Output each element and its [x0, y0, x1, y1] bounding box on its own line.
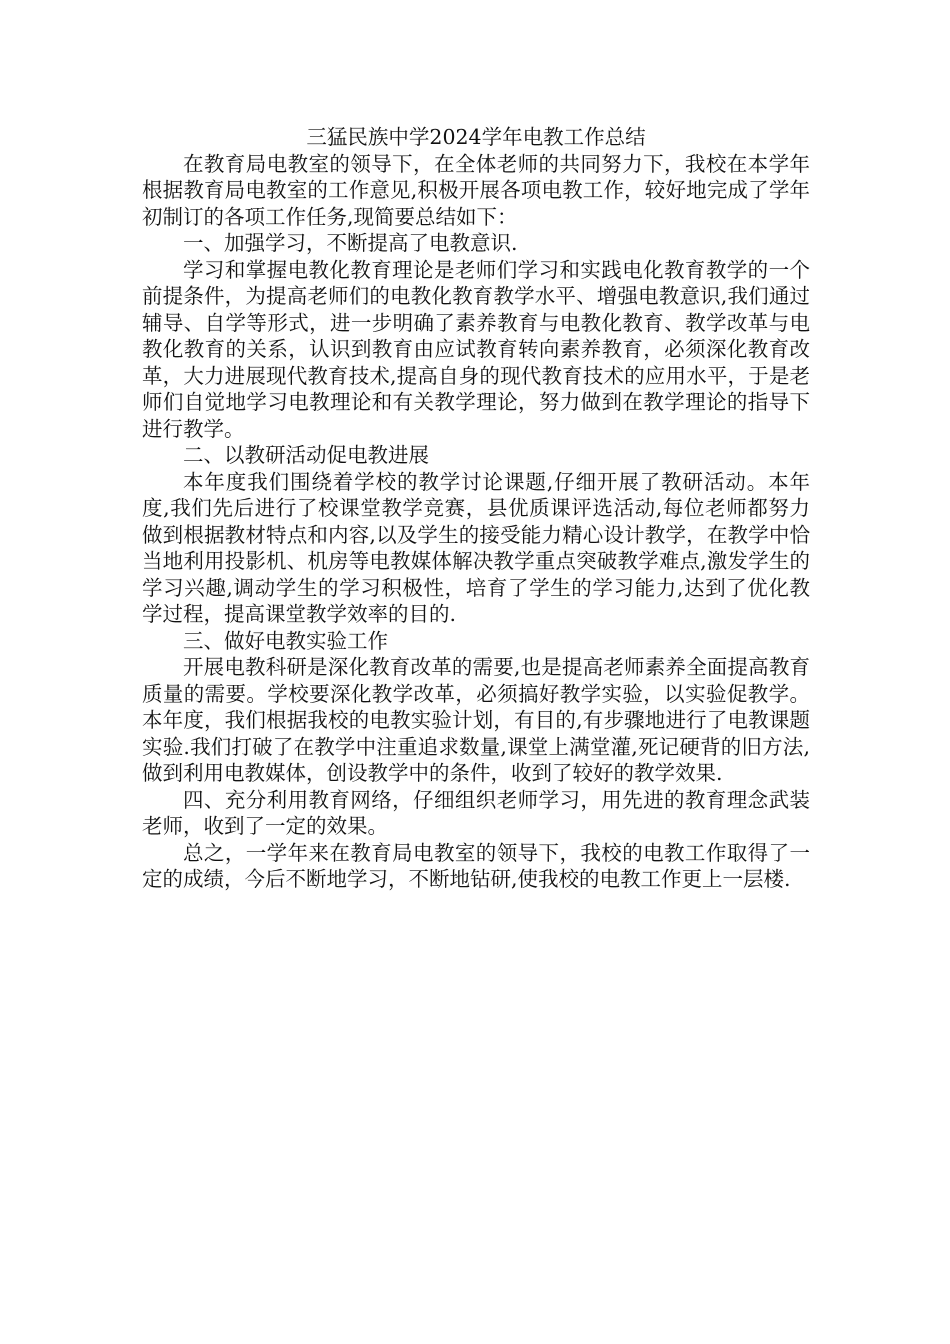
document-body — [142, 124, 810, 893]
section-3-paragraph: 开展电教科研是深化教育改革的需要,也是提高老师素养全面提高教育质量的需要。学校要深化教学改革，必须搞好教学实验，以实验促教学。本年度，我们根据我校的电教实验计划，有目的,有步骤地进行了电教课题实验.我们打破了在教学中注重追求数量,课堂上满堂灌,死记硬背的旧方法,做到利用电教媒体，创设教学中的条件，收到了较好的教学效果. — [142, 655, 810, 785]
conclusion-paragraph: 总之，一学年来在教育局电教室的领导下，我校的电教工作取得了一定的成绩，今后不断地学习，不断地钻研,使我校的电教工作更上一层楼. — [142, 840, 810, 891]
intro-paragraph: 在教育局电教室的领导下，在全体老师的共同努力下，我校在本学年根据教育局电教室的工作意见,积极开展各项电教工作，较好地完成了学年初制订的各项工作任务,现简要总结如下： — [142, 151, 810, 229]
section-4-paragraph: 四、充分利用教育网络，仔细组织老师学习，用先进的教育理念武装老师，收到了一定的效果。 — [142, 787, 810, 838]
section-heading-1: 一、加强学习，不断提高了电教意识. — [183, 231, 518, 255]
section-heading-3: 三、做好电教实验工作 — [183, 628, 388, 653]
section-heading-2: 二、以教研活动促电教进展 — [183, 443, 429, 467]
document-title: 三猛民族中学2024学年电教工作总结 — [306, 125, 646, 149]
section-2-paragraph: 本年度我们围绕着学校的教学讨论课题,仔细开展了教研活动。本年度,我们先后进行了校课堂教学竞赛，县优质课评选活动,每位老师都努力做到根据教材特点和内容,以及学生的接受能力精心设计教学，在教学中恰当地利用投影机、机房等电教媒体解决教学重点突破教学难点,激发学生的学习兴趣,调动学生的学习积极性，培育了学生的学习能力,达到了优化教学过程，提高课堂教学效率的目的. — [142, 469, 810, 626]
section-1-paragraph: 学习和掌握电教化教育理论是老师们学习和实践电化教育教学的一个前提条件，为提高老师们的电教化教育教学水平、增强电教意识,我们通过辅导、自学等形式，进一步明确了素养教育与电教化教育、教学改革与电教化教育的关系，认识到教育由应试教育转向素养教育，必须深化教育改革，大力进展现代教育技术,提高自身的现代教育技术的应用水平，于是老师们自觉地学习电教理论和有关教学理论，努力做到在教学理论的指导下进行教学。 — [142, 257, 810, 441]
